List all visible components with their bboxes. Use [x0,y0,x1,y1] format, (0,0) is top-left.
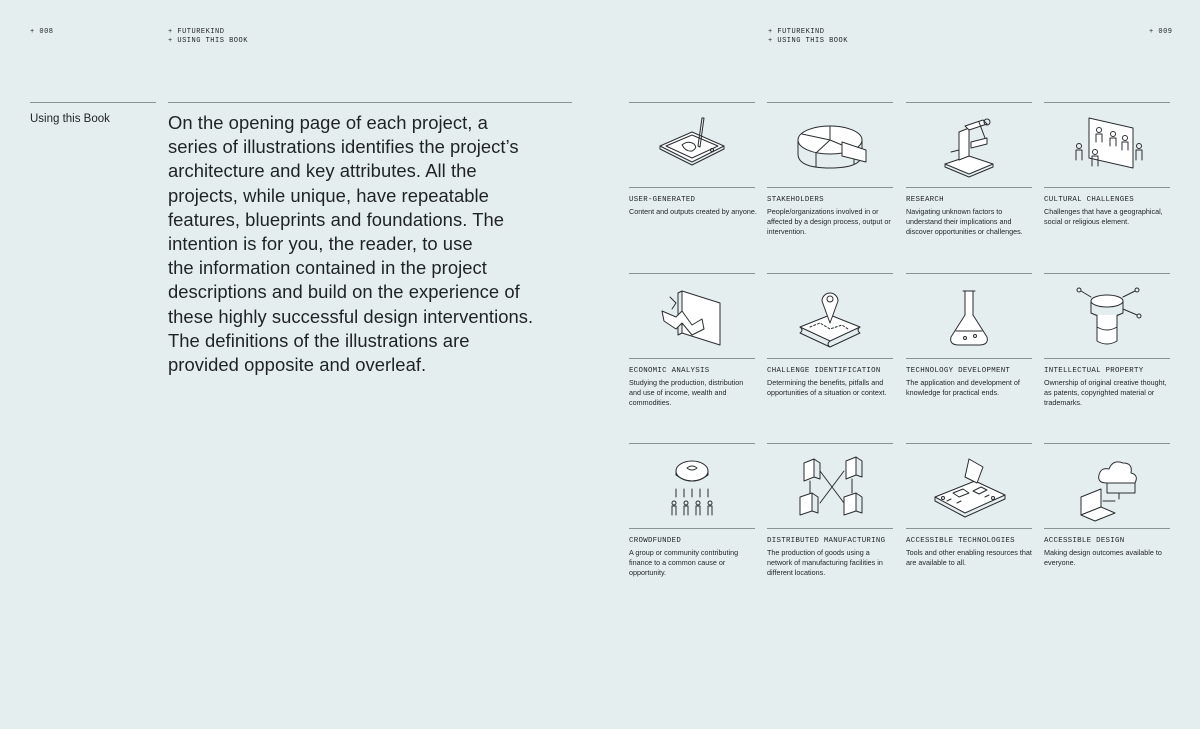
circuit-board-icon [929,453,1009,523]
left-page-number: + 008 [30,28,54,36]
intro-line: On the opening page of each project, a [168,112,488,133]
intro-line: the information contained in the project [168,257,487,279]
microscope-icon [929,112,1009,182]
people-board-icon [1067,112,1147,182]
attribute-description: Determining the benefits, pitfalls and opportunities of a situation or context. [767,378,887,397]
section-label: Using this Book [30,113,110,125]
attribute-description: The application and development of knowledge for practical ends. [906,378,1020,397]
attribute-title: ECONOMIC ANALYSIS [629,367,710,375]
flask-icon [929,283,1009,353]
tablet-stylus-icon [652,112,732,182]
attribute-description: People/organizations involved in or affected by a design process, output or intervention. [767,207,891,236]
attribute-title: INTELLECTUAL PROPERTY [1044,367,1144,375]
intro-paragraph [168,111,576,377]
idea-cylinder-icon [1067,283,1147,353]
attribute-description: Studying the production, distribution and use of income, wealth and commodities. [629,378,744,407]
attribute-title: ACCESSIBLE TECHNOLOGIES [906,537,1015,545]
intro-line: these highly successful design interventions. [168,305,534,327]
intro-line: projects, while unique, have repeatable [168,184,489,206]
coin-people-icon [652,453,732,523]
attribute-description: The production of goods using a network of manufacturing facilities in different locations. [767,548,883,577]
map-pin-icon [790,283,870,353]
intro-line: features, blueprints and foundations. The [168,208,505,230]
attribute-description: Navigating unknown factors to understand their implications and discover opportunities or challenges. [906,207,1023,236]
cloud-laptop-icon [1067,453,1147,523]
attribute-title: TECHNOLOGY DEVELOPMENT [906,367,1011,375]
attribute-description: Making design outcomes available to everyone. [1044,548,1162,567]
attribute-title: RESEARCH [906,196,944,204]
intro-line: intention is for you, the reader, to use [168,233,473,255]
attribute-title: USER-GENERATED [629,196,696,204]
graph-board-icon [652,283,732,353]
right-page-number: + 009 [1149,28,1173,36]
left-running-head-title: + FUTUREKIND [168,28,225,36]
attribute-title: CROWDFUNDED [629,537,682,545]
attribute-title: ACCESSIBLE DESIGN [1044,537,1125,545]
intro-line: provided opposite and overleaf. [168,354,427,376]
pie-chart-icon [790,112,870,182]
right-running-head-section: + USING THIS BOOK [768,37,848,45]
attribute-description: Challenges that have a geographical, social or religious element. [1044,207,1163,226]
attribute-description: A group or community contributing finance to a common cause or opportunity. [629,548,739,577]
intro-line: series of illustrations identifies the project’s [168,136,519,158]
intro-line: architecture and key attributes. All the [168,160,477,182]
label-rule [30,102,156,103]
attribute-description: Content and outputs created by anyone. [629,207,757,216]
intro-line: The definitions of the illustrations are [168,329,470,351]
right-running-head-title: + FUTUREKIND [768,28,825,36]
intro-rule [168,102,572,103]
left-running-head-section: + USING THIS BOOK [168,37,248,45]
intro-line: descriptions and build on the experience of [168,281,520,303]
attribute-description: Ownership of original creative thought, as patents, copyrighted material or trademarks. [1044,378,1167,407]
attribute-description: Tools and other enabling resources that are available to all. [906,548,1032,567]
factories-network-icon [790,453,870,523]
attribute-title: STAKEHOLDERS [767,196,824,204]
attribute-title: DISTRIBUTED MANUFACTURING [767,537,886,545]
attribute-title: CULTURAL CHALLENGES [1044,196,1134,204]
attribute-title: CHALLENGE IDENTIFICATION [767,367,881,375]
